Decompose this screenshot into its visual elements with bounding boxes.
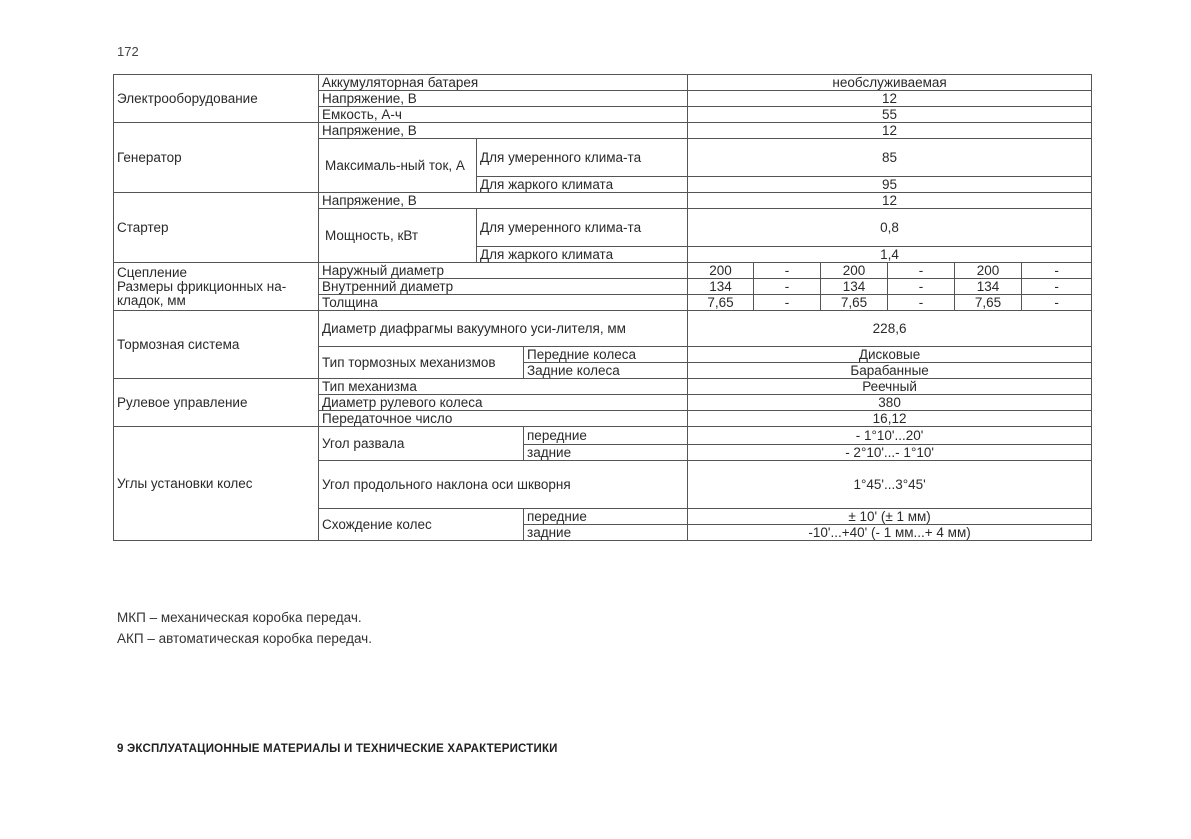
front-wheels-value: Дисковые [688, 347, 1092, 363]
gear-ratio-value: 16,12 [688, 411, 1092, 427]
front-wheels-label: Передние колеса [524, 347, 688, 363]
gear-ratio-label: Передаточное число [319, 411, 688, 427]
inner-val-1: 134 [688, 279, 754, 295]
outer-val-3: 200 [821, 263, 888, 279]
page-number: 172 [117, 44, 139, 59]
toe-front-value: ± 10' (± 1 мм) [688, 509, 1092, 525]
battery-label: Аккумуляторная батарея [319, 75, 688, 91]
outer-diam-label: Наружный диаметр [319, 263, 688, 279]
outer-val-5: 200 [955, 263, 1022, 279]
gen-moderate-label: Для умеренного клима-та [477, 139, 688, 177]
section-clutch [114, 263, 319, 311]
outer-val-4: - [888, 263, 955, 279]
caster-label: Угол продольного наклона оси шкворня [319, 461, 688, 509]
gen-voltage-value: 12 [688, 123, 1092, 139]
el-voltage-value: 12 [688, 91, 1092, 107]
toe-rear-value: -10'...+40' (- 1 мм...+ 4 мм) [688, 525, 1092, 541]
diaphragm-value: 228,6 [688, 311, 1092, 347]
camber-rear-label: задние [524, 445, 688, 461]
outer-val-6: - [1022, 263, 1092, 279]
toe-front-label: передние [524, 509, 688, 525]
inner-val-2: - [754, 279, 821, 295]
camber-label: Угол развала [319, 427, 524, 461]
st-power-label: Мощность, кВт [319, 209, 477, 263]
thickness-label: Толщина [319, 295, 688, 311]
wheel-diam-value: 380 [688, 395, 1092, 411]
section-alignment: Углы установки колес [114, 427, 319, 541]
gen-voltage-label: Напряжение, В [319, 123, 688, 139]
st-voltage-label: Напряжение, В [319, 193, 688, 209]
gen-moderate-value: 85 [688, 139, 1092, 177]
steer-type-label: Тип механизма [319, 379, 688, 395]
thick-val-1: 7,65 [688, 295, 754, 311]
outer-val-1: 200 [688, 263, 754, 279]
capacity-label: Емкость, А-ч [319, 107, 688, 123]
st-moderate-label: Для умеренного клима-та [477, 209, 688, 247]
diaphragm-label: Диаметр диафрагмы вакуумного уси-лителя, мм [319, 311, 688, 347]
thick-val-2: - [754, 295, 821, 311]
thick-val-5: 7,65 [955, 295, 1022, 311]
caster-value: 1°45'...3°45' [688, 461, 1092, 509]
camber-rear-value: - 2°10'...- 1°10' [688, 445, 1092, 461]
inner-val-6: - [1022, 279, 1092, 295]
rear-wheels-label: Задние колеса [524, 363, 688, 379]
gen-hot-label: Для жаркого климата [477, 177, 688, 193]
st-moderate-value: 0,8 [688, 209, 1092, 247]
notes [117, 607, 372, 649]
section-steering: Рулевое управление [114, 379, 319, 427]
thick-val-6: - [1022, 295, 1092, 311]
note-mkp: МКП – механическая коробка передач. [117, 610, 362, 625]
rear-wheels-value: Барабанные [688, 363, 1092, 379]
section-generator: Генератор [114, 123, 319, 193]
spec-table [113, 74, 1092, 541]
inner-val-4: - [888, 279, 955, 295]
section-electrical: Электрооборудование [114, 75, 319, 123]
st-hot-label: Для жаркого климата [477, 247, 688, 263]
camber-front-label: передние [524, 427, 688, 445]
steer-type-value: Реечный [688, 379, 1092, 395]
inner-val-3: 134 [821, 279, 888, 295]
outer-val-2: - [754, 263, 821, 279]
toe-rear-label: задние [524, 525, 688, 541]
toe-label: Схождение колес [319, 509, 524, 541]
el-voltage-label: Напряжение, В [319, 91, 688, 107]
capacity-value: 55 [688, 107, 1092, 123]
battery-value: необслуживаемая [688, 75, 1092, 91]
section-starter: Стартер [114, 193, 319, 263]
gen-hot-value: 95 [688, 177, 1092, 193]
thick-val-4: - [888, 295, 955, 311]
gen-max-current-label: Максималь-ный ток, А [319, 139, 477, 193]
inner-diam-label: Внутренний диаметр [319, 279, 688, 295]
clutch-title: Сцепление [117, 264, 188, 280]
wheel-diam-label: Диаметр рулевого колеса [319, 395, 688, 411]
mech-type-label: Тип тормозных механизмов [319, 347, 524, 379]
clutch-subtitle: Размеры фрикционных на-кладок, мм [117, 278, 287, 308]
section-brakes: Тормозная система [114, 311, 319, 379]
st-voltage-value: 12 [688, 193, 1092, 209]
st-hot-value: 1,4 [688, 247, 1092, 263]
inner-val-5: 134 [955, 279, 1022, 295]
camber-front-value: - 1°10'...20' [688, 427, 1092, 445]
thick-val-3: 7,65 [821, 295, 888, 311]
chapter-footer: 9 ЭКСПЛУАТАЦИОННЫЕ МАТЕРИАЛЫ И ТЕХНИЧЕСКИЕ ХАРАКТЕРИСТИКИ [117, 743, 558, 755]
note-akp: АКП – автоматическая коробка передач. [117, 631, 372, 646]
